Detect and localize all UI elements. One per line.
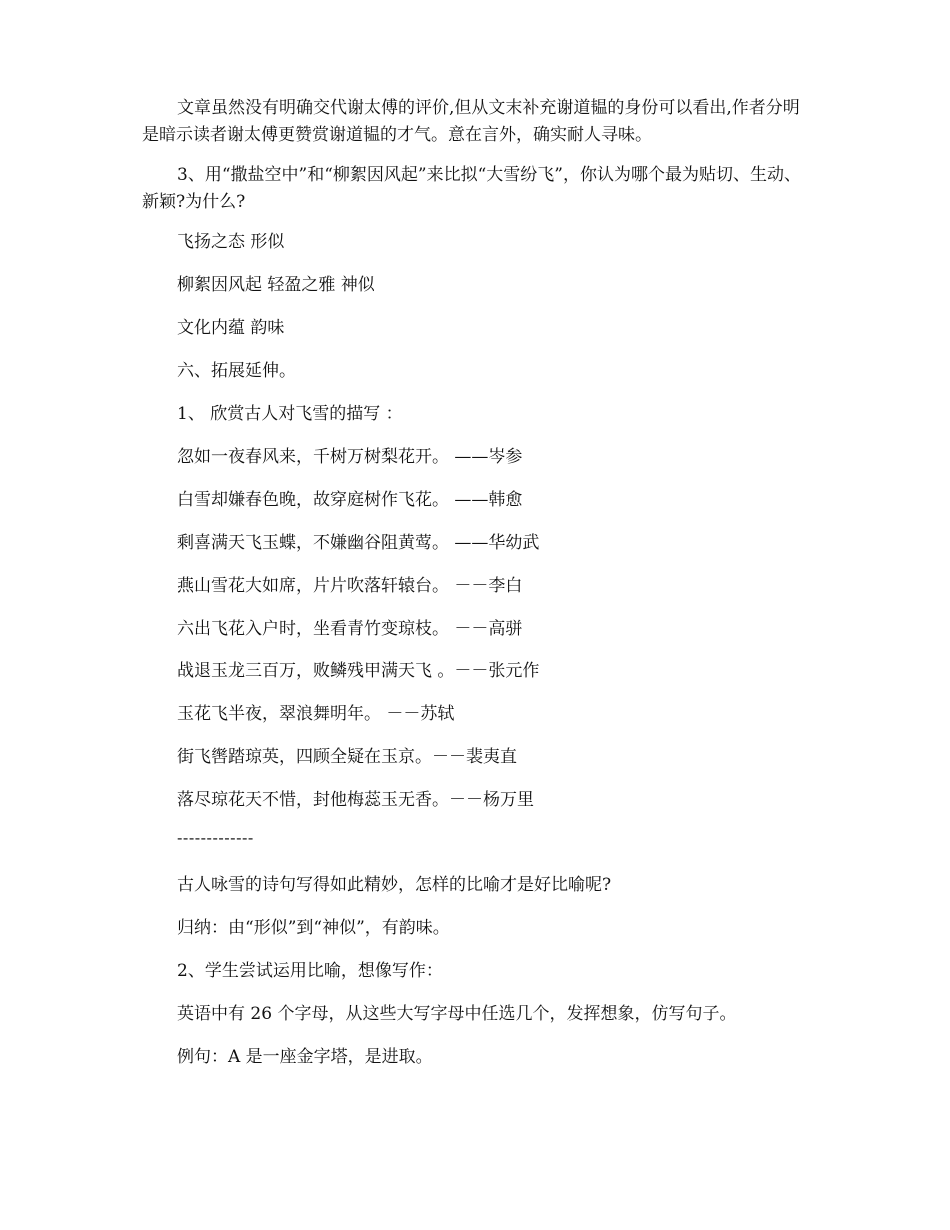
example-sentence: 例句：A 是一座金字塔，是进取。 — [177, 1047, 433, 1067]
text-line: 2、学生尝试运用比喻，想像写作： — [177, 961, 443, 981]
poem-line: 落尽琼花天不惜，封他梅蕊玉无香。－－杨万里 — [177, 790, 534, 810]
poem-line: 街飞辔踏琼英，四顾全疑在玉京。－－裴夷直 — [177, 747, 517, 767]
text-line: 归纳：由“形似”到“神似”，有韵味。 — [177, 918, 450, 938]
text-line: 古人咏雪的诗句写得如此精妙，怎样的比喻才是好比喻呢? — [177, 875, 612, 895]
poem-line: 剩喜满天飞玉蝶，不嫌幽谷阻黄莺。 ——华幼武 — [177, 533, 540, 553]
question-3-paragraph: 3、用“撒盐空中”和“柳絮因风起”来比拟“大雪纷飞”，你认为哪个最为贴切、生动、新颖?为什么? — [142, 165, 801, 212]
poem-line: 六出飞花入户时，坐看青竹变琼枝。 －－高骈 — [177, 619, 523, 639]
text-line: 柳絮因风起 轻盈之雅 神似 — [177, 275, 375, 295]
poem-line: 玉花飞半夜，翠浪舞明年。 －－苏轼 — [177, 704, 455, 724]
poem-line: 燕山雪花大如席，片片吹落轩辕台。 －－李白 — [177, 576, 523, 596]
poem-line: 战退玉龙三百万，败鳞残甲满天飞 。－－张元作 — [177, 661, 540, 681]
paragraph-xie-taifu-commentary: 文章虽然没有明确交代谢太傅的评价,但从文末补充谢道韫的身份可以看出,作者分明是暗示读者谢太傅更赞赏谢道韫的才气。意在言外，确实耐人寻味。 — [142, 98, 800, 145]
poem-line: 忽如一夜春风来，千树万树梨花开。 ——岑参 — [177, 447, 523, 467]
text-line: 飞扬之态 形似 — [177, 232, 285, 252]
subsection-heading: 1、 欣赏古人对飞雪的描写 ： — [177, 404, 403, 424]
text-line: 文化内蕴 韵味 — [177, 318, 285, 338]
section-heading: 六、拓展延伸。 — [177, 361, 296, 381]
poem-line: 白雪却嫌春色晚，故穿庭树作飞花。 ——韩愈 — [177, 490, 523, 510]
text-line: 英语中有 26 个字母，从这些大写字母中任选几个，发挥想象，仿写句子。 — [177, 1004, 737, 1024]
dashed-separator: ------------- — [177, 828, 254, 847]
